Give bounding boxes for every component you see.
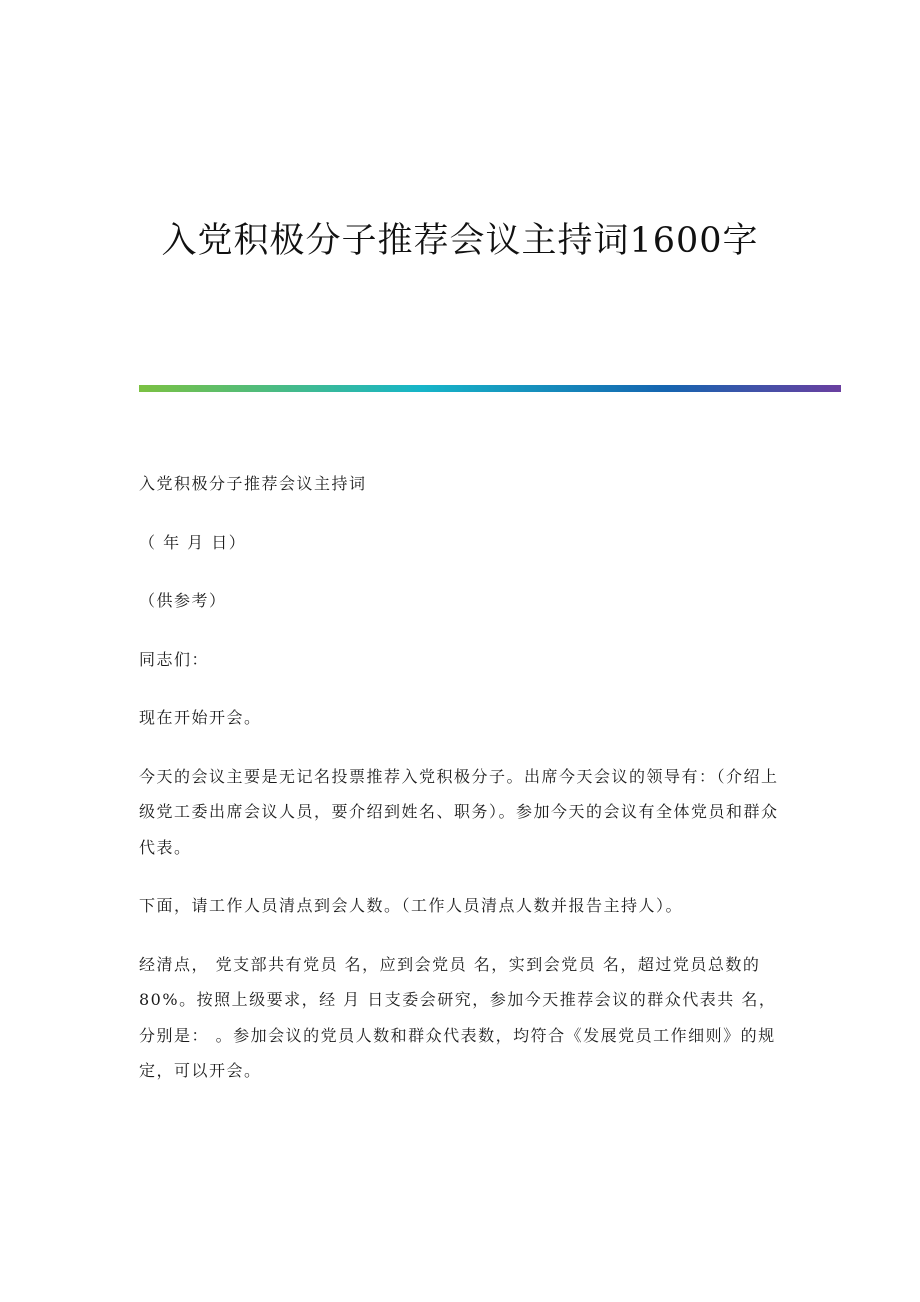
paragraph-meeting-purpose: 今天的会议主要是无记名投票推荐入党积极分子。出席今天会议的领导有：（介绍上级党工委出席会议人员，要介绍到姓名、职务）。参加今天的会议有全体党员和群众代表。 <box>139 766 779 857</box>
document-title: 入党积极分子推荐会议主持词1600字 <box>161 221 759 261</box>
paragraph-reference-note: （供参考） <box>139 591 227 610</box>
paragraph-headcount-result: 经清点， 党支部共有党员 名，应到会党员 名，实到会党员 名，超过党员总数的80%。按照上级要求，经 月 日支委会研究，参加今天推荐会议的群众代表共 名，分别是： 。参加会议的党员人数和群众代表数，均符合《发展党员工作细则》的规定，可以开会。 <box>139 954 777 1080</box>
paragraph-date: （ 年 月 日） <box>139 532 247 552</box>
paragraph-headcount-request: 下面，请工作人员清点到会人数。（工作人员清点人数并报告主持人）。 <box>139 896 684 915</box>
document-body <box>139 466 779 1112</box>
paragraph-heading: 入党积极分子推荐会议主持词 <box>139 474 367 493</box>
paragraph-opening: 现在开始开会。 <box>139 708 262 727</box>
title-divider <box>139 385 841 392</box>
paragraph-salutation: 同志们： <box>139 649 210 669</box>
